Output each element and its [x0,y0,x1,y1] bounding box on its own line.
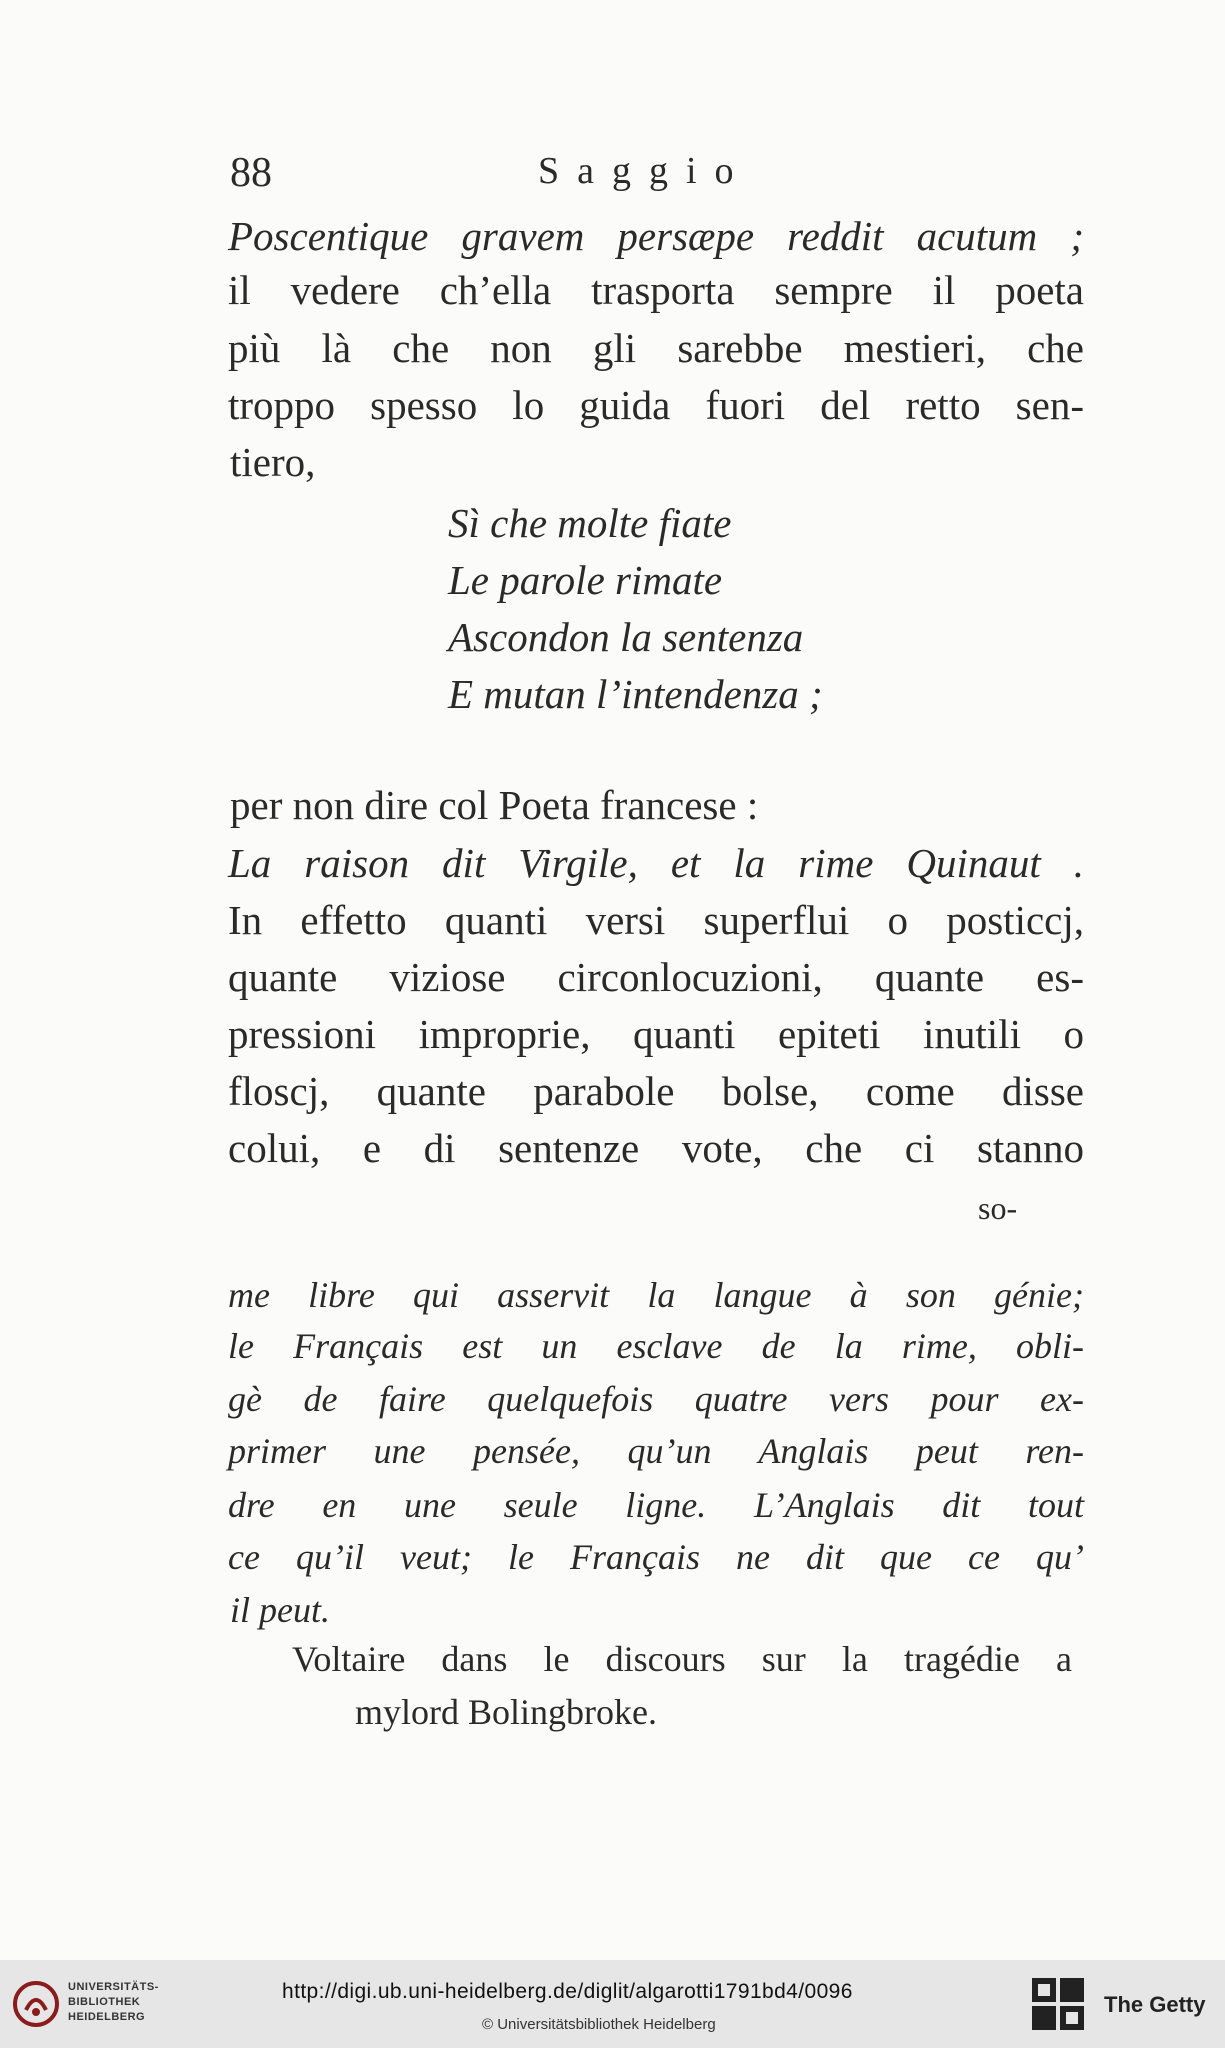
body-line: colui, e di sentenze vote, che ci stanno [228,1125,1084,1171]
verse-line: Sì che molte fiate [448,500,732,546]
footer-bar [0,1960,1225,2048]
body-line: tiero, [230,439,316,485]
verse-line: Le parole rimate [448,557,723,603]
footnote-source: mylord Bolingbroke. [355,1692,657,1732]
getty-logo-icon [1030,1976,1086,2032]
footnote-source: Voltaire dans le discours sur la tragédie a [292,1639,1072,1679]
body-line: più là che non gli sarebbe mestieri, che [228,325,1084,371]
footnote-line: primer une pensée, qu’un Anglais peut ren- [228,1431,1084,1471]
page-number: 88 [230,150,272,196]
body-line: per non dire col Poeta francese : [230,782,759,828]
body-line: floscj, quante parabole bolse, come disse [228,1068,1084,1114]
catchword: so- [978,1190,1018,1226]
footnote-line: il peut. [230,1590,330,1630]
footnote-line: le Français est un esclave de la rime, obli- [228,1326,1084,1366]
body-line: quante viziose circonlocuzioni, quante es- [228,954,1084,1000]
body-line: troppo spesso lo guida fuori del retto sen- [228,382,1084,428]
body-line: La raison dit Virgile, et la rime Quinaut . [228,840,1084,886]
footnote-line: dre en une seule ligne. L’Anglais dit tout [228,1485,1084,1525]
getty-partner-name: The Getty [1104,1992,1206,2017]
footnote-line: me libre qui asservit la langue à son génie; [228,1275,1084,1315]
footnote-line: gè de faire quelquefois quatre vers pour ex- [228,1379,1084,1419]
body-line: In effetto quanti versi superflui o posticcj, [228,897,1084,943]
permalink-url[interactable]: http://digi.ub.uni-heidelberg.de/diglit/algarotti1791bd4/0096 [282,1980,853,2003]
running-head: Saggio [538,150,752,192]
copyright-notice: © Universitätsbibliothek Heidelberg [482,2016,716,2033]
body-line: Poscentique gravem persæpe reddit acutum ; [228,213,1084,259]
body-line: pressioni improprie, quanti epiteti inutili o [228,1011,1084,1057]
verse-line: Ascondon la sentenza [448,614,804,660]
verse-line: E mutan l’intendenza ; [448,671,823,717]
footnote-line: ce qu’il veut; le Français ne dit que ce qu’ [228,1537,1084,1577]
body-line: il vedere ch’ella trasporta sempre il poeta [228,267,1084,313]
university-library-logo-icon [12,1980,60,2028]
library-name: UNIVERSITÄTS- BIBLIOTHEK HEIDELBERG [68,1981,159,2023]
